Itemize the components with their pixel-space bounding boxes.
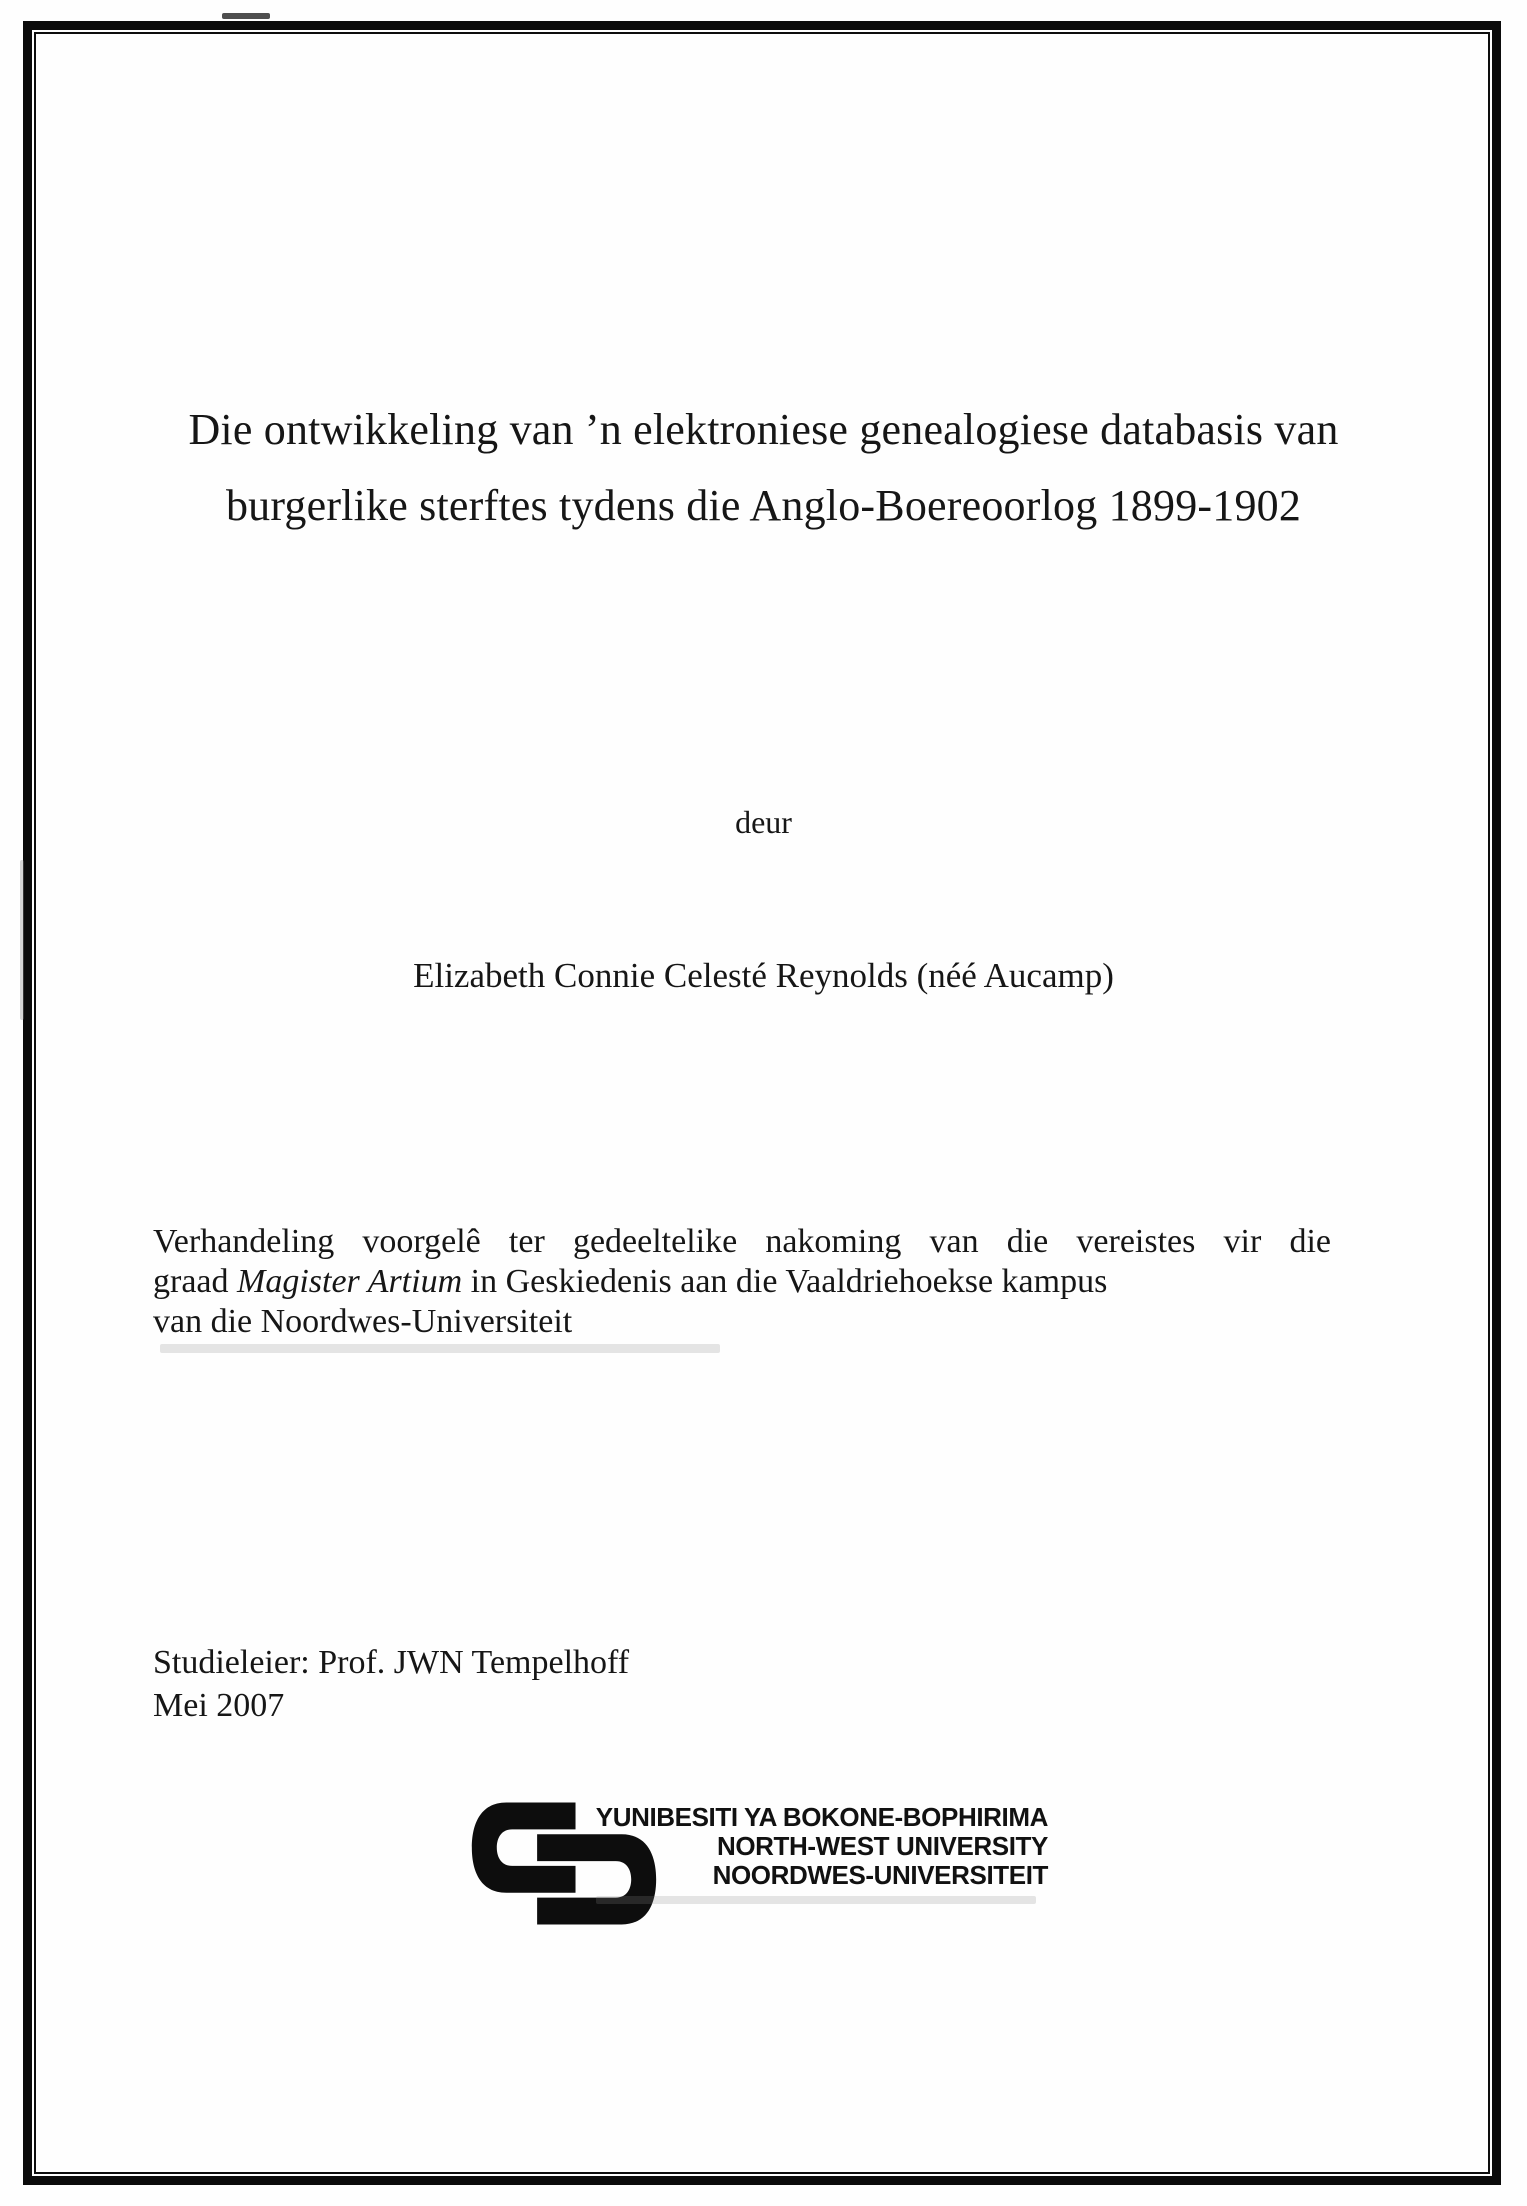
supervisor-line: Studieleier: Prof. JWN Tempelhoff <box>153 1644 630 1681</box>
degree-statement <box>153 1222 1331 1342</box>
thesis-title <box>60 392 1467 544</box>
degree-statement-line3: van die Noordwes-Universiteit <box>153 1303 573 1340</box>
degree-statement-line2-post: in Geskiedenis aan die Vaaldriehoekse kampus <box>462 1263 1108 1300</box>
university-logo <box>468 1799 1068 1939</box>
degree-statement-line1: Verhandeling voorgelê ter gedeeltelike nakoming van die vereistes vir die <box>153 1223 1331 1260</box>
supervisor-block <box>153 1641 629 1727</box>
byline-deur: deur <box>735 804 792 840</box>
date-line: Mei 2007 <box>153 1687 285 1724</box>
logo-line-afrikaans: NOORDWES-UNIVERSITEIT <box>712 1860 1048 1890</box>
scan-artifact <box>222 13 270 19</box>
degree-statement-line2-pre: graad <box>153 1263 238 1300</box>
author-name: Elizabeth Connie Celesté Reynolds (néé Aucamp) <box>413 956 1114 995</box>
degree-statement-line2 <box>153 1262 1331 1302</box>
degree-name-italic: Magister Artium <box>237 1263 463 1300</box>
university-logo-wordmark <box>590 1803 1048 1890</box>
logo-line-english: NORTH-WEST UNIVERSITY <box>716 1831 1048 1861</box>
thesis-title-line2: burgerlike sterftes tydens die Anglo-Boereoorlog 1899-1902 <box>225 481 1302 530</box>
thesis-title-line1: Die ontwikkeling van ’n elektroniese genealogiese databasis van <box>188 405 1339 454</box>
logo-line-setswana: YUNIBESITI YA BOKONE-BOPHIRIMA <box>595 1802 1048 1832</box>
